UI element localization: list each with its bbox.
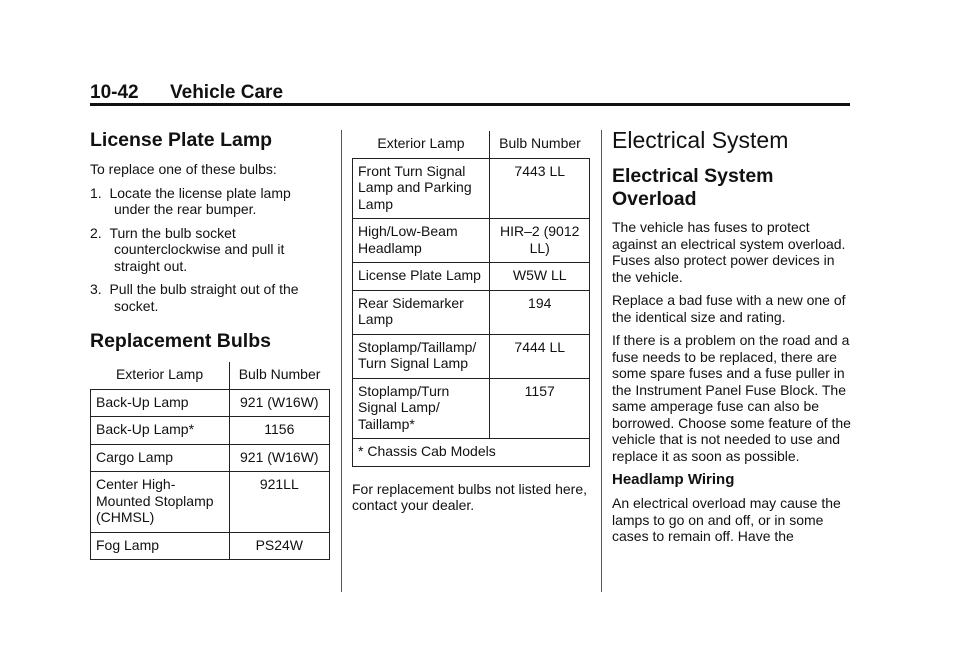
bulb-cell: 921 (W16W) — [229, 444, 329, 472]
lamp-cell: License Plate Lamp — [353, 263, 490, 291]
right-column — [612, 125, 852, 552]
table-row — [91, 472, 330, 533]
lamp-cell: Front Turn Signal Lamp and Parking Lamp — [353, 158, 490, 219]
lamp-cell: Center High-Mounted Stoplamp (CHMSL) — [91, 472, 230, 533]
table-row — [353, 290, 590, 334]
table-row — [353, 158, 590, 219]
column-header-bulb: Bulb Number — [490, 131, 590, 158]
page-number: 10-42 — [90, 82, 139, 103]
header-rule — [90, 103, 850, 106]
bulb-cell: W5W LL — [490, 263, 590, 291]
table-row — [91, 444, 330, 472]
electrical-overload-heading: Electrical System Overload — [612, 165, 774, 210]
bulb-cell: 1156 — [229, 417, 329, 445]
paragraph: If there is a problem on the road and a fuse needs to be replaced, there are some spare fuses and a fuse puller in the Instrument Panel Fuse Block. The same amperage fuse can also be borrowed. Choose some feature of the vehicle that is not needed to use and replace it as soon as possible. — [612, 332, 851, 464]
paragraph: Replace a bad fuse with a new one of the identical size and rating. — [612, 292, 846, 325]
headlamp-wiring-heading: Headlamp Wiring — [612, 471, 735, 488]
column-header-lamp: Exterior Lamp — [91, 362, 230, 389]
bulb-cell: 7443 LL — [490, 158, 590, 219]
column-divider-left — [341, 130, 342, 592]
lamp-cell: Stoplamp/Turn Signal Lamp/ Taillamp* — [353, 378, 490, 439]
table-footnote-row — [353, 439, 590, 467]
bulb-cell: 7444 LL — [490, 334, 590, 378]
table-row — [91, 389, 330, 417]
bulb-cell: 921 (W16W) — [229, 389, 329, 417]
replacement-bulbs-heading: Replacement Bulbs — [90, 330, 271, 352]
table-row — [353, 263, 590, 291]
bulb-cell: 921LL — [229, 472, 329, 533]
paragraph: The vehicle has fuses to protect against an electrical system overload. Fuses also protect power devices in the vehicle. — [612, 219, 846, 285]
bulb-table-left — [90, 362, 330, 560]
lamp-cell: Back-Up Lamp* — [91, 417, 230, 445]
step-item: 3. Pull the bulb straight out of the socket. — [90, 281, 299, 314]
replacement-steps — [90, 185, 330, 315]
lamp-cell: Cargo Lamp — [91, 444, 230, 472]
lamp-cell: Back-Up Lamp — [91, 389, 230, 417]
bulb-cell: 1157 — [490, 378, 590, 439]
column-divider-right — [601, 130, 602, 592]
lamp-cell: Rear Sidemarker Lamp — [353, 290, 490, 334]
lamp-cell: High/Low-Beam Headlamp — [353, 219, 490, 263]
table-footnote: * Chassis Cab Models — [353, 439, 590, 467]
dealer-note: For replacement bulbs not listed here, contact your dealer. — [352, 480, 588, 513]
column-header-lamp: Exterior Lamp — [353, 131, 490, 158]
bulb-table-middle — [352, 131, 590, 467]
section-title: Vehicle Care — [170, 82, 284, 103]
bulb-cell: PS24W — [229, 532, 329, 560]
table-row — [353, 219, 590, 263]
middle-column — [352, 131, 590, 521]
paragraph: An electrical overload may cause the lamps to go on and off, or in some cases to remain off. Have the — [612, 495, 841, 544]
step-item: 1. Locate the license plate lamp under the rear bumper. — [90, 184, 291, 217]
left-column — [90, 125, 330, 560]
table-row — [91, 532, 330, 560]
table-row — [353, 378, 590, 439]
intro-text: To replace one of these bulbs: — [90, 161, 277, 177]
lamp-cell: Stoplamp/Taillamp/ Turn Signal Lamp — [353, 334, 490, 378]
table-row — [353, 334, 590, 378]
column-header-bulb: Bulb Number — [229, 362, 329, 389]
lamp-cell: Fog Lamp — [91, 532, 230, 560]
bulb-cell: 194 — [490, 290, 590, 334]
license-plate-lamp-heading: License Plate Lamp — [90, 129, 273, 151]
electrical-system-heading: Electrical System — [612, 127, 789, 153]
bulb-cell: HIR–2 (9012 LL) — [490, 219, 590, 263]
step-item: 2. Turn the bulb socket counterclockwise and pull it straight out. — [90, 224, 285, 274]
page-header — [90, 82, 850, 104]
table-row — [91, 417, 330, 445]
